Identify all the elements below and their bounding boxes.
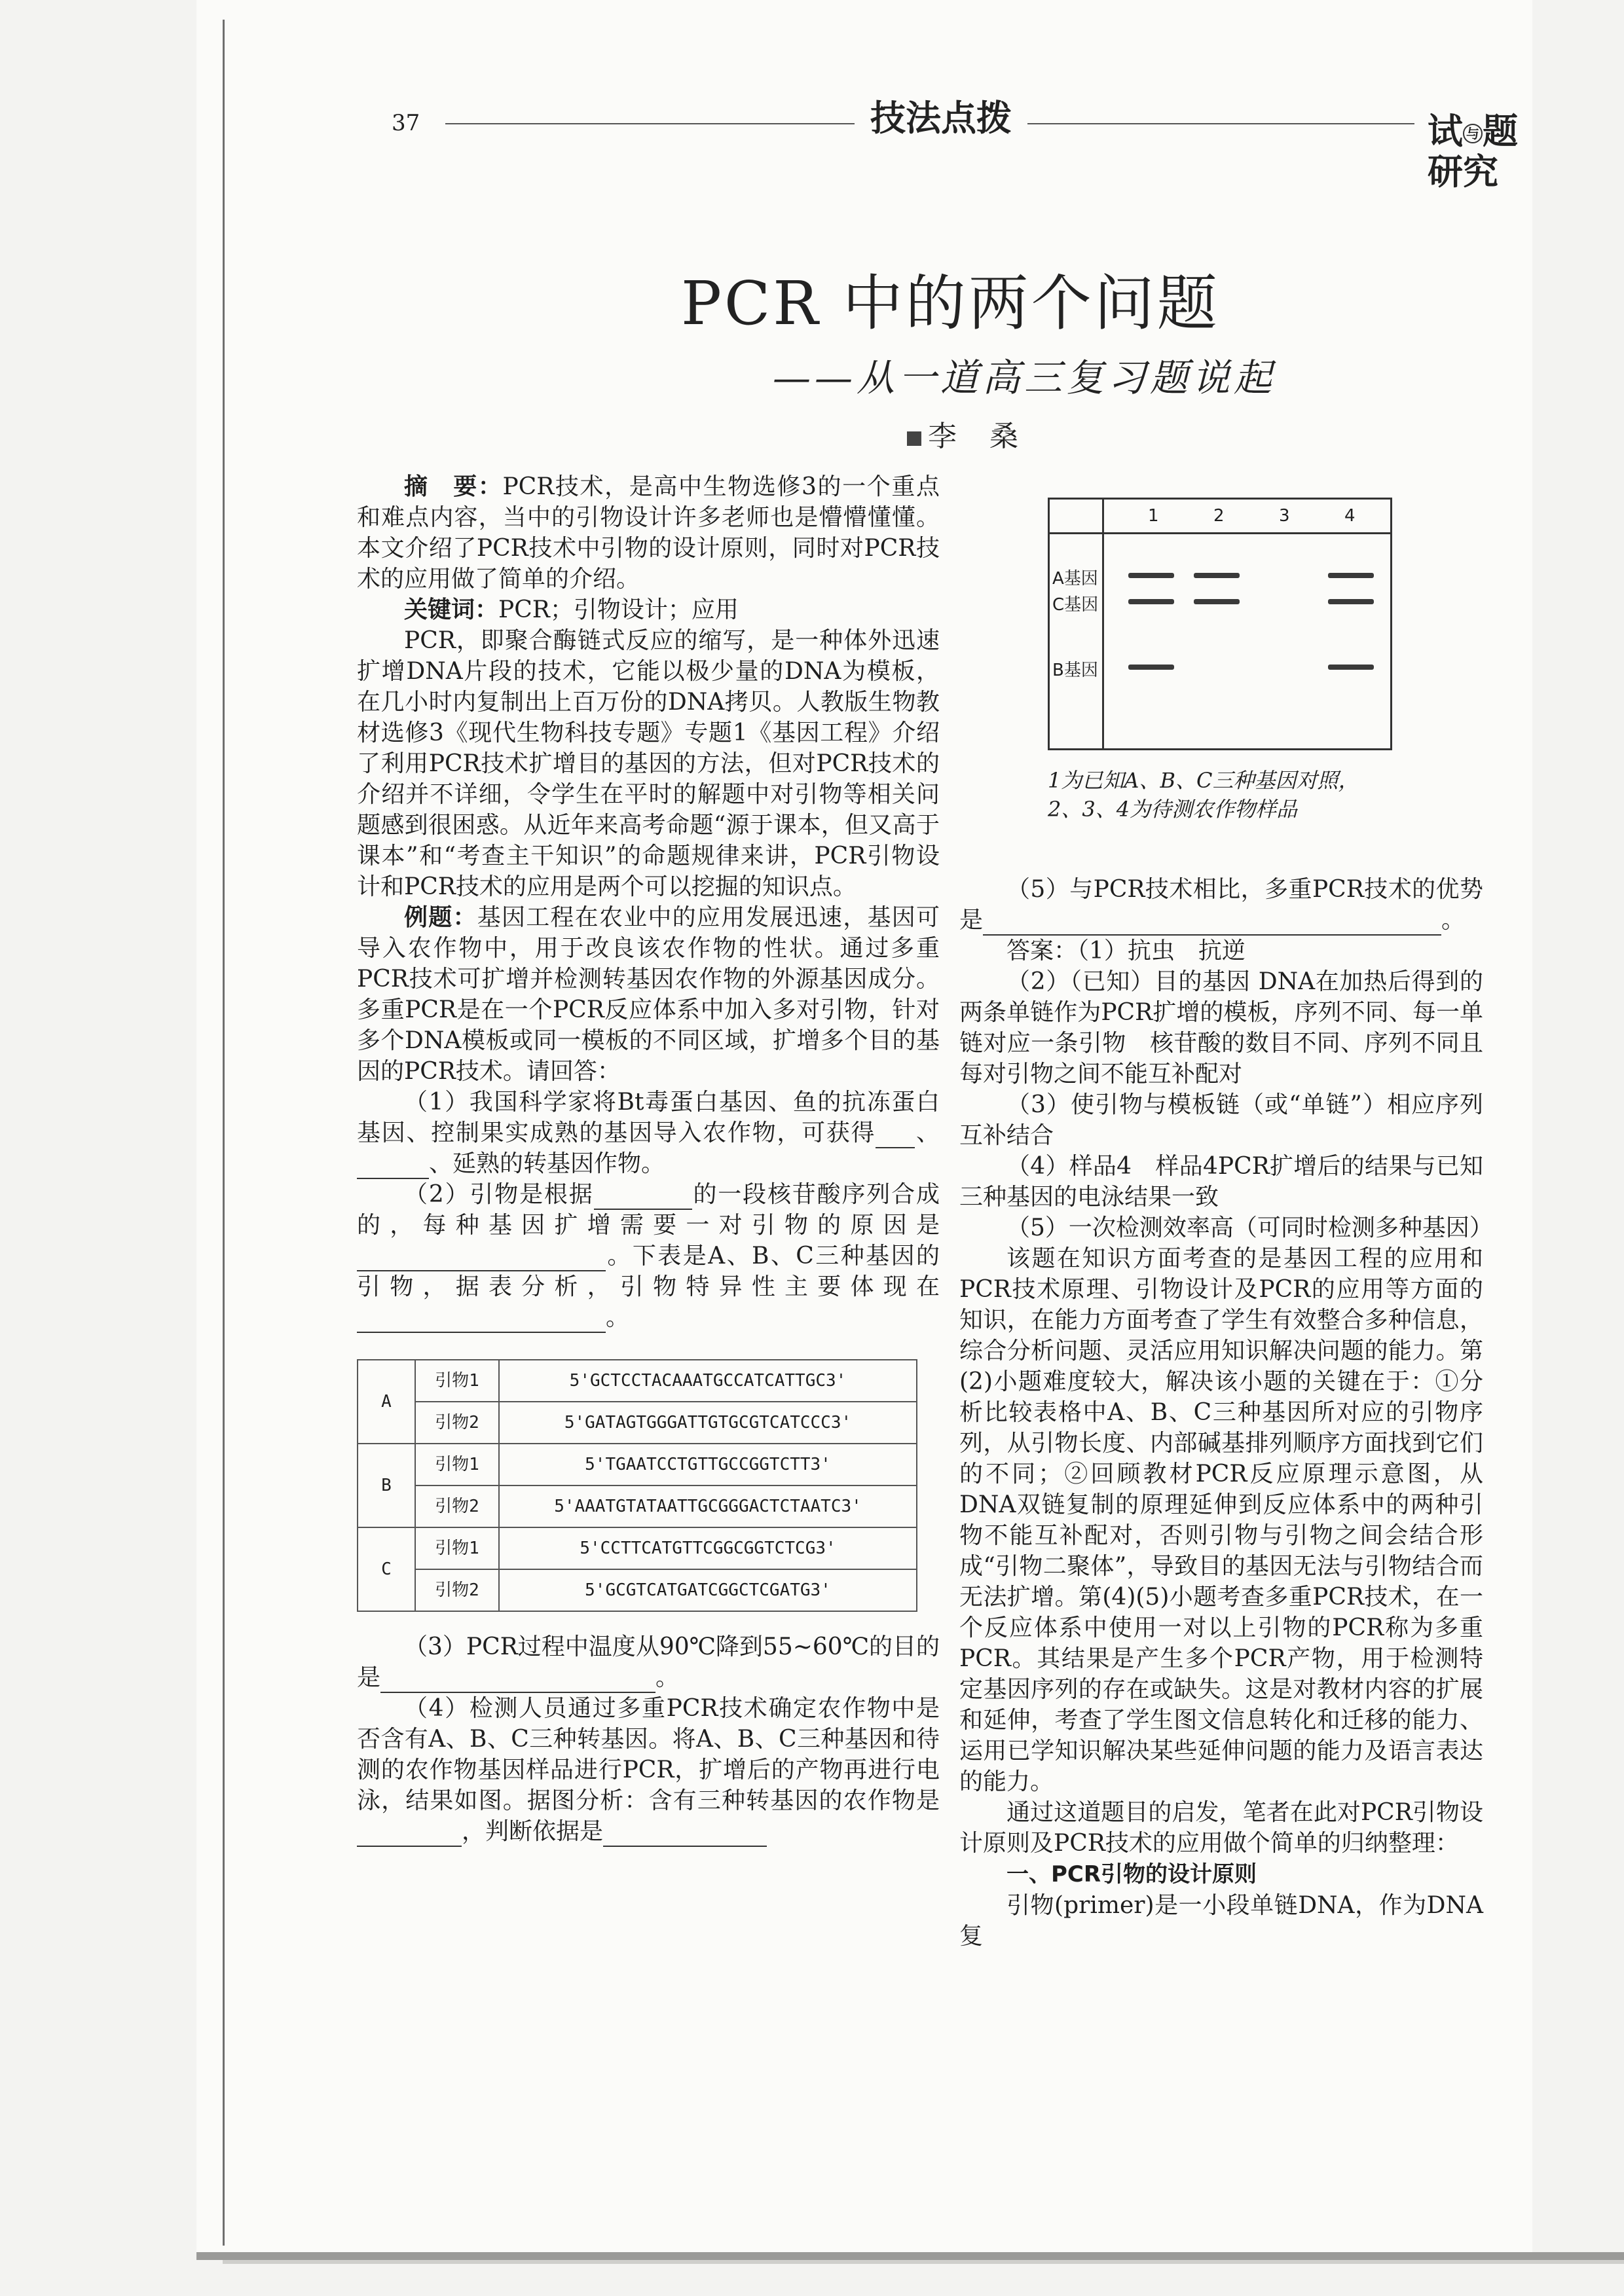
scan-edge-shadow — [223, 2260, 1624, 2264]
keywords-label: 关键词： — [404, 596, 499, 623]
caption-line: 2、3、4为待测农作物样品 — [1048, 797, 1298, 822]
table-row — [358, 1402, 917, 1444]
answer-4: （4）样品4 样品4PCR扩增后的结果与已知三种基因的电泳结果一致 — [959, 1153, 1483, 1211]
example-label: 例题： — [404, 904, 477, 931]
page-number: 37 — [392, 110, 420, 136]
section-heading-text: 一、PCR引物的设计原则 — [1006, 1861, 1257, 1887]
q5-text: （5）与PCR技术相比，多重PCR技术的优势是 — [959, 876, 1483, 934]
keywords-paragraph — [357, 594, 940, 625]
gel-band — [1328, 599, 1374, 604]
gene-cell: B — [358, 1444, 415, 1527]
sequence-cell: 5'GCTCCTACAAATGCCATCATTGC3' — [499, 1360, 917, 1402]
logo-amp: 与 — [1463, 124, 1483, 143]
gel-band — [1128, 665, 1174, 670]
logo-char: 题 — [1483, 111, 1518, 152]
q2-end: 。 — [606, 1304, 630, 1331]
primer-cell: 引物1 — [415, 1444, 499, 1485]
q1-separator: 、 — [915, 1120, 940, 1146]
spacer — [357, 1333, 940, 1359]
example-paragraph — [357, 902, 940, 1087]
lane-label: 4 — [1344, 506, 1356, 526]
left-column — [357, 471, 940, 1847]
gene-cell: C — [358, 1527, 415, 1611]
intro-paragraph: PCR，即聚合酶链式反应的缩写，是一种体外迅速扩增DNA片段的技术，它能以极少量的DNA为模板，在几小时内复制出上百万份的DNA拷贝。人教版生物教材选修3《现代生物科技专题》专题1《基因工程》介绍了利用PCR技术扩增目的基因的方法，但对PCR技术的介绍并不详细，令学生在平时的解题中对引物等相关问题感到很困惑。从近年来高考命题“源于课本，但又高于课本”和“考查主干知识”的命题规律来讲，PCR引物设计和PCR技术的应用是两个可以挖掘的知识点。 — [357, 627, 940, 900]
sequence-cell: 5'GATAGTGGGATTGTGCGTCATCCC3' — [499, 1402, 917, 1444]
answer-blank — [603, 1822, 767, 1847]
right-column — [959, 874, 1493, 1952]
article-subtitle: ——从一道高三复习题说起 — [773, 355, 1276, 400]
answer-label: 答案： — [1006, 938, 1078, 964]
abstract-paragraph — [357, 471, 940, 594]
answer-2: （2）（已知）目的基因 DNA在加热后得到的两条单链作为PCR扩增的模板，序列不同、每一单链对应一条引物 核苷酸的数目不同、序列不同且每对引物之间不能互补配对 — [959, 968, 1483, 1087]
answer-blank — [357, 1822, 462, 1847]
q5-end: 。 — [1441, 907, 1466, 934]
gel-band — [1194, 599, 1240, 604]
answer-blank — [380, 1668, 655, 1693]
table-row — [358, 1527, 917, 1569]
sequence-cell: 5'GCGTCATGATCGGCTCGATG3' — [499, 1569, 917, 1611]
transition-paragraph: 通过这道题目的启发，笔者在此对PCR引物设计原则及PCR技术的应用做个简单的归纳整理： — [959, 1799, 1483, 1857]
logo-char: 试 — [1428, 111, 1463, 152]
q1-text-a: （1）我国科学家将Bt毒蛋白基因、鱼的抗冻蛋白基因、控制果实成熟的基因导入农作物，可获得 — [357, 1089, 940, 1146]
gene-cell: A — [358, 1360, 415, 1444]
answer-3: （3）使引物与模板链（或“单链”）相应序列互补结合 — [959, 1091, 1483, 1149]
q2-text-a: （2）引物是根据 — [404, 1181, 594, 1208]
answer-blank — [594, 1185, 692, 1210]
primer-cell: 引物2 — [415, 1402, 499, 1444]
gel-header-divider — [1050, 532, 1390, 534]
answer-1-text: （1）抗虫 抗逆 — [1077, 938, 1246, 964]
q2-text-c: 。下表是A、B、C三种基因的引物，据表分析，引物特异性主要体现在 — [357, 1243, 940, 1300]
keywords-text: PCR；引物设计；应用 — [498, 596, 739, 623]
gel-band — [1194, 573, 1240, 578]
article-title: PCR 中的两个问题 — [681, 268, 1220, 338]
question-3 — [357, 1631, 940, 1693]
table-row — [358, 1360, 917, 1402]
figure-caption — [1048, 766, 1359, 824]
answer-blank — [876, 1123, 915, 1148]
answer-blank — [357, 1308, 606, 1333]
gel-band — [1128, 599, 1174, 604]
spacer — [357, 1612, 940, 1631]
logo-char: 研 — [1428, 151, 1463, 192]
author — [907, 412, 1030, 454]
q4-text-a: （4）检测人员通过多重PCR技术确定农作物中是否含有A、B、C三种转基因。将A、B、C三种基因和待测的农作物基因样品进行PCR，扩增后的产物再进行电泳，结果如图。据图分析：含有三种转基因的农作物是 — [357, 1695, 940, 1814]
primer-cell: 引物1 — [415, 1360, 499, 1402]
gel-band — [1328, 665, 1374, 670]
row-label-c: C基因 — [1052, 595, 1099, 615]
gel-band — [1328, 573, 1374, 578]
answer-blank — [357, 1154, 429, 1179]
lane-label: 3 — [1279, 506, 1290, 526]
logo-char: 究 — [1463, 151, 1498, 192]
q1-text-b: 、延熟的转基因作物。 — [429, 1150, 665, 1177]
question-5 — [959, 874, 1483, 936]
section-heading — [959, 1859, 1483, 1890]
journal-logo — [1428, 111, 1518, 192]
row-label-b: B基因 — [1052, 661, 1098, 680]
sequence-cell: 5'AAATGTATAATTGCGGGACTCTAATC3' — [499, 1485, 917, 1527]
q3-end: 。 — [655, 1664, 680, 1691]
gel-label-divider — [1102, 500, 1104, 748]
question-4 — [357, 1693, 940, 1847]
analysis-paragraph: 该题在知识方面考查的是基因工程的应用和PCR技术原理、引物设计及PCR的应用等方面的知识，在能力方面考查了学生有效整合多种信息，综合分析问题、灵活应用知识解决问题的能力。第(2)小题难度较大，解决该小题的关键在于：①分析比较表格中A、B、C三种基因所对应的引物序列，从引物长度、内部碱基排列顺序方面找到它们的不同；②回顾教材PCR反应原理示意图，从DNA双链复制的原理延伸到反应体系中的两种引物不能互补配对，否则引物与引物之间会结合形成“引物二聚体”，导致目的基因无法与引物结合而无法扩增。第(4)(5)小题考查多重PCR技术，在一个反应体系中使用一对以上引物的PCR称为多重PCR。其结果是产生多个PCR产物，用于检测特定基因序列的存在或缺失。这是对教材内容的扩展和延伸，考查了学生图文信息转化和迁移的能力、运用已学知识解决某些延伸问题的能力及语言表达的能力。 — [959, 1245, 1483, 1795]
table-row — [358, 1569, 917, 1611]
row-label-a: A基因 — [1052, 569, 1098, 589]
binding-shadow — [223, 20, 225, 2246]
question-2 — [357, 1179, 940, 1333]
question-1 — [357, 1087, 940, 1179]
answer-5: （5）一次检测效率高（可同时检测多种基因） — [1006, 1214, 1493, 1241]
q2-text-b: 的一段核苷酸序列合成的，每种基因扩增需要一对引物的原因是 — [357, 1181, 940, 1239]
section-1-paragraph: 引物(primer)是一小段单链DNA，作为DNA复 — [959, 1892, 1483, 1950]
primer-table — [357, 1359, 917, 1612]
primer-cell: 引物2 — [415, 1485, 499, 1527]
q4-text-b: ，判断依据是 — [462, 1818, 604, 1845]
answer-1 — [959, 936, 1483, 966]
electrophoresis-figure — [1048, 498, 1392, 750]
q3-text: （3）PCR过程中温度从90℃降到55~60℃的目的是 — [357, 1633, 940, 1691]
primer-cell: 引物1 — [415, 1527, 499, 1569]
example-text: 基因工程在农业中的应用发展迅速，基因可导入农作物中，用于改良该农作物的性状。通过多重PCR技术可扩增并检测转基因农作物的外源基因成分。多重PCR是在一个PCR反应体系中加入多对引物，针对多个DNA模板或同一模板的不同区域，扩增多个目的基因的PCR技术。请回答： — [357, 904, 940, 1085]
sequence-cell: 5'TGAATCCTGTTGCCGGTCTT3' — [499, 1444, 917, 1485]
lane-label: 2 — [1213, 506, 1225, 526]
caption-line: 1为已知A、B、C三种基因对照， — [1048, 768, 1359, 793]
abstract-label: 摘 要： — [404, 473, 503, 500]
primer-table-body — [358, 1360, 917, 1611]
table-row — [358, 1444, 917, 1485]
scan-edge — [196, 2252, 1624, 2260]
section-title: 技法点拨 — [855, 90, 1027, 141]
author-marker — [907, 431, 921, 446]
answer-blank — [357, 1247, 606, 1271]
lane-label: 1 — [1148, 506, 1159, 526]
author-name: 李 桑 — [928, 420, 1030, 453]
sequence-cell: 5'CCTTCATGTTCGGCGGTCTCG3' — [499, 1527, 917, 1569]
gel-band — [1128, 573, 1174, 578]
primer-cell: 引物2 — [415, 1569, 499, 1611]
answer-blank — [983, 911, 1441, 936]
abstract-text: PCR技术，是高中生物选修3的一个重点和难点内容，当中的引物设计许多老师也是懵懵懂懂。本文介绍了PCR技术中引物的设计原则，同时对PCR技术的应用做了简单的介绍。 — [357, 473, 940, 592]
table-row — [358, 1485, 917, 1527]
